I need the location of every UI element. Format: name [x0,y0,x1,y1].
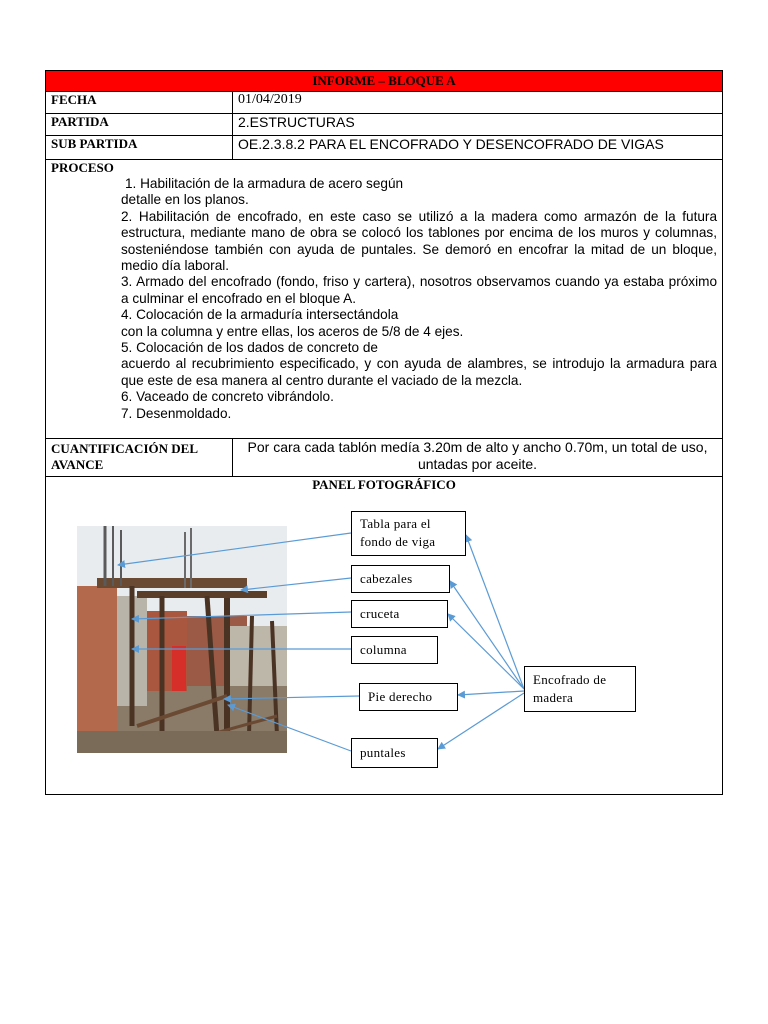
proceso-line: 7. Desenmoldado. [121,405,232,421]
proceso-line: detalle en los planos. [121,192,249,208]
proceso-line: 2. Habilitación de encofrado, en este caso se utilizó a la madera como armazón de la futura estructura, mediante mano de obra se colocó los tablones por encima de los muros y columnas, sosteniéndose también con ayuda de puntales. Se demoró en encofrar la mitad de un bloque, medio día laboral. [121,208,717,274]
fecha-label: FECHA [46,92,233,114]
partida-label: PARTIDA [46,114,233,136]
proceso-line: 4. Colocación de la armaduría intersectándola [121,307,399,323]
arrow-cruceta [132,612,351,619]
report-title: INFORME – BLOQUE A [46,71,723,92]
report-table [45,70,723,795]
label-cabezales: cabezales [351,565,450,593]
panel-fotografico [46,477,723,795]
label-cruceta: cruceta [351,600,448,628]
label-columna: columna [351,636,438,664]
cuantificacion-value: Por cara cada tablón medía 3.20m de alto y ancho 0.70m, un total de uso, untadas por aceite. [233,439,723,477]
proceso-list [121,176,717,422]
label-puntales: puntales [351,738,438,768]
proceso-cell [46,160,723,439]
label-tabla: Tabla para el fondo de viga [351,511,466,556]
arrow-enc-pie [458,691,524,695]
fecha-value: 01/04/2019 [233,92,723,114]
arrow-puntales [228,705,351,751]
proceso-label: PROCESO [51,160,114,175]
arrow-enc-tabla [466,535,524,689]
sub-partida-label: SUB PARTIDA [46,136,233,160]
proceso-line: 6. Vaceado de concreto vibrándolo. [121,389,334,405]
sub-partida-value: OE.2.3.8.2 PARA EL ENCOFRADO Y DESENCOFRADO DE VIGAS [233,136,723,160]
report-sheet [45,70,722,795]
proceso-line: 5. Colocación de los dados de concreto de [121,340,378,356]
label-pie-derecho: Pie derecho [359,683,458,711]
proceso-line: con la columna y entre ellas, los aceros de 5/8 de 4 ejes. [121,323,464,339]
proceso-line: 3. Armado del encofrado (fondo, friso y cartera), nosotros observamos cuando ya estaba próximo a culminar el encofrado en el bloque A. [121,274,717,306]
proceso-line: acuerdo al recubrimiento especificado, y con ayuda de alambres, se introdujo la armadura para que este de esa manera al centro durante el vaciado de la mezcla. [121,356,717,388]
label-encofrado: Encofrado de madera [524,666,636,712]
arrow-cabezales [241,578,351,590]
partida-value: 2.ESTRUCTURAS [233,114,723,136]
arrow-tabla [118,533,351,565]
arrow-pie-derecho [224,696,359,699]
arrow-enc-cruceta [448,614,524,689]
proceso-line: 1. Habilitación de la armadura de acero según [125,176,404,191]
arrow-enc-cabezales [450,581,524,689]
cuantificacion-label: CUANTIFICACIÓN DEL AVANCE [46,439,233,477]
panel-title: PANEL FOTOGRÁFICO [312,477,456,492]
